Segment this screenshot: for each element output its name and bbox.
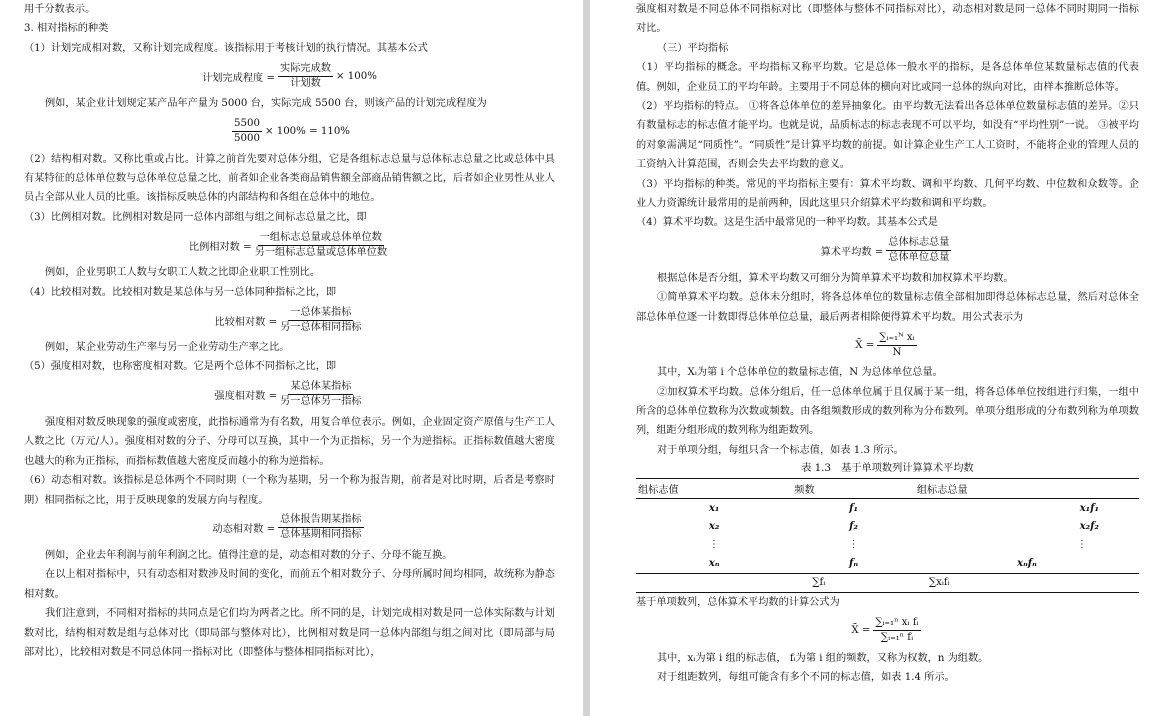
table-row: x₂ f₂ x₂f₂	[708, 520, 1099, 533]
section-heading: 3. 相对指标的种类	[24, 23, 109, 35]
paragraph: 用千分数表示。	[24, 4, 96, 15]
paragraph: （1）计划完成相对数，又称计划完成程度。该指标用于考核计划的执行情况。其基本公式	[24, 42, 428, 54]
paragraph: 例如，企业男职工人数与女职工人数之比即企业职工性别比。	[45, 267, 321, 279]
formula-intensity: 强度相对数 = 某总体某指标 另一总体另一指标	[214, 381, 362, 408]
paragraph: （2）平均指标的特点。 ①将各总体单位的差异抽象化。由平均数无法看出各总体单位数量标志值的差异。②只有数量标志的标志值才能平均。也就是说，品质标志的标志表现不可以平均，如没有“平均性别”一说。 ③被平均的对象需满足“同质性”。“同质性”是计算平均数的前提。如计算企业生产工人工资时，不能将企业的管理人员的工资纳入计算范围，否则会失去平均数的意义。	[636, 101, 1139, 171]
formula-dynamic: 动态相对数 = 总体报告期某指标 总体基期相同指标	[212, 514, 362, 541]
formula-arithmetic: 算术平均数 = 总体标志总量 总体单位总量	[820, 237, 950, 264]
paragraph: （4）算术平均数。这是生活中最常见的一种平均数。其基本公式是	[636, 217, 938, 229]
frequency-table	[636, 478, 1139, 593]
formula-simple-mean: X̄ = $\frac{\text{∑ᵢ₌₁ᴺ xᵢ}}{N}$	[855, 331, 915, 358]
paragraph: 根据总体是否分组，算术平均数又可细分为简单算术平均数和加权算术平均数。	[657, 272, 1014, 284]
paragraph: （6）动态相对数。该指标是总体两个不同时期（一个称为基期，另一个称为报告期，前者是对比时期，后者是考察时期）相同指标之比，用于反映现象的发展方向与程度。	[24, 475, 555, 506]
right-page	[590, 0, 1151, 716]
paragraph: 在以上相对指标中，只有动态相对数涉及时间的变化，而前五个相对数分子、分母所属时间均相同，故统称为静态相对数。	[24, 569, 555, 600]
table-header: 组标志总量	[916, 484, 968, 496]
table-header-row	[636, 479, 1139, 499]
table-row: x₁ f₁ x₁f₁	[708, 501, 1099, 514]
paragraph: 对于组距数列，每组可能含有多个不同的标志值，如表 1.4 所示。	[657, 671, 955, 683]
paragraph: 例如，企业去年利润与前年利润之比。值得注意的是，动态相对数的分子、分母不能互换。	[45, 549, 453, 561]
formula-compare: 比较相对数 = 一总体某指标 另一总体相同指标	[214, 306, 362, 333]
formula-ratio: 比例相对数 = 一组标志总量或总体单位数 另一组标志总量或总体单位数	[188, 231, 388, 258]
paragraph: （4）比较相对数。比较相对数是某总体与另一总体同种指标之比，即	[24, 286, 337, 298]
paragraph: （2）结构相对数。又称比重或占比。计算之前首先要对总体分组，它是各组标志总量与总体标志总量之比或总体中具有某特征的总体单位数与总体单位总量之比，前者如企业各类商品销售额全部商品销售额之比，后者如企业男性从业人员占全部从业人员的比重。该指标反映总体的内部结构和各组在总体中的地位。	[24, 153, 555, 204]
paragraph: 其中，xᵢ为第 i 组的标志值， fᵢ为第 i 组的频数，又称为权数，n 为组数。	[657, 652, 989, 664]
paragraph: 强度相对数反映现象的强度或密度，此指标通常为有名数，用复合单位表示。例如，企业固定资产原值与生产工人人数之比（万元/人）。强度相对数的分子、分母可以互换，其中一个为正指标，另一个为逆指标。正指标数值越大密度也越大的称为正指标，而指标数值越大密度反而越小的称为逆指标。	[24, 416, 555, 467]
paragraph: （3）比例相对数。比例相对数是同一总体内部组与组之间标志总量之比，即	[24, 211, 367, 223]
paragraph: （5）强度相对数，也称密度相对数。它是两个总体不同指标之比，即	[24, 361, 337, 373]
paragraph: 例如，某企业计划规定某产品年产量为 5000 台，实际完成 5500 台，则该产品的计划完成程度为	[45, 98, 487, 110]
paragraph: 基于单项数列，总体算术平均数的计算公式为	[636, 597, 840, 609]
table-row: ⋮ ⋮ ⋮	[709, 539, 1087, 551]
paragraph: （3）平均指标的种类。常见的平均指标主要有：算术平均数、调和平均数、几何平均数、中位数和众数等。企业人力资源统计最常用的是前两种，因此这里只介绍算术平均数和调和平均数。	[636, 178, 1139, 210]
paragraph: ①简单算术平均数。总体未分组时，将各总体单位的数量标志值全部相加即得总体标志总量，然后对总体全部总体单位逐一计数即得总体单位总量，最后两者相除便得算术平均数。用公式表示为	[636, 292, 1139, 323]
formula-weighted-mean: X̄ = $\frac{\text{∑ᵢ₌₁ⁿ xᵢ fᵢ}}{\text{∑ᵢ₌₁ⁿ fᵢ}}$	[851, 617, 919, 644]
paragraph: ②加权算术平均数。总体分组后，任一总体单位属于且仅属于某一组，将各总体单位按组进行归集，一组中所含的总体单位数称为次数或频数。由各组频数形成的数列称为分布数列。单项分组形成的分布数列称为单项数列，组距分组形成的数列称为组距数列。	[636, 386, 1139, 437]
page-gap	[583, 0, 590, 716]
paragraph: 其中，Xᵢ为第 i 个总体单位的数量标志值，N 为总体单位总量。	[657, 367, 943, 379]
section-heading: （三）平均指标	[657, 42, 729, 54]
paragraph: 我们注意到，不同相对指标的共同点是它们均为两者之比。所不同的是，计划完成相对数是同一总体实际数与计划数对比，结构相对数是组与总体对比（即局部与整体对比），比例相对数是同一总体内部组与组之间对比（即局部与局部对比），比较相对数是不同总体同一指标对比（即整体与整体相同指标对比），	[24, 608, 555, 658]
paragraph: （1）平均指标的概念。平均指标又称平均数。它是总体一般水平的指标，是各总体单位某数量标志值的代表值。例如，企业员工的平均年龄。主要用于不同总体的横向对比或同一总体的纵向对比，由样本推断总体等。	[636, 62, 1139, 93]
paragraph: 强度相对数是不同总体不同指标对比（即整体与整体不同指标对比），动态相对数是同一总体不同时期同一指标对比。	[636, 4, 1139, 35]
table-caption: 表 1.3 基于单项数列计算算术平均数	[801, 463, 974, 475]
paragraph: 例如，某企业劳动生产率与另一企业劳动生产率之比。	[45, 342, 290, 354]
paragraph: 对于单项分组，每组只含一个标志值，如表 1.3 所示。	[657, 444, 904, 456]
formula-plan-example: $\frac{5500}{5000}$ × 100% = 110%	[234, 118, 350, 145]
table-row: xₙ fₙ xₙfₙ	[636, 554, 1139, 573]
table-header: 组标志值	[638, 484, 679, 496]
table-total-row: ∑fᵢ ∑xᵢfᵢ	[636, 573, 1139, 593]
formula-plan: 计划完成程度 = 实际完成数 计划数 × 100%	[202, 62, 377, 89]
table-header: 频数	[794, 484, 815, 496]
